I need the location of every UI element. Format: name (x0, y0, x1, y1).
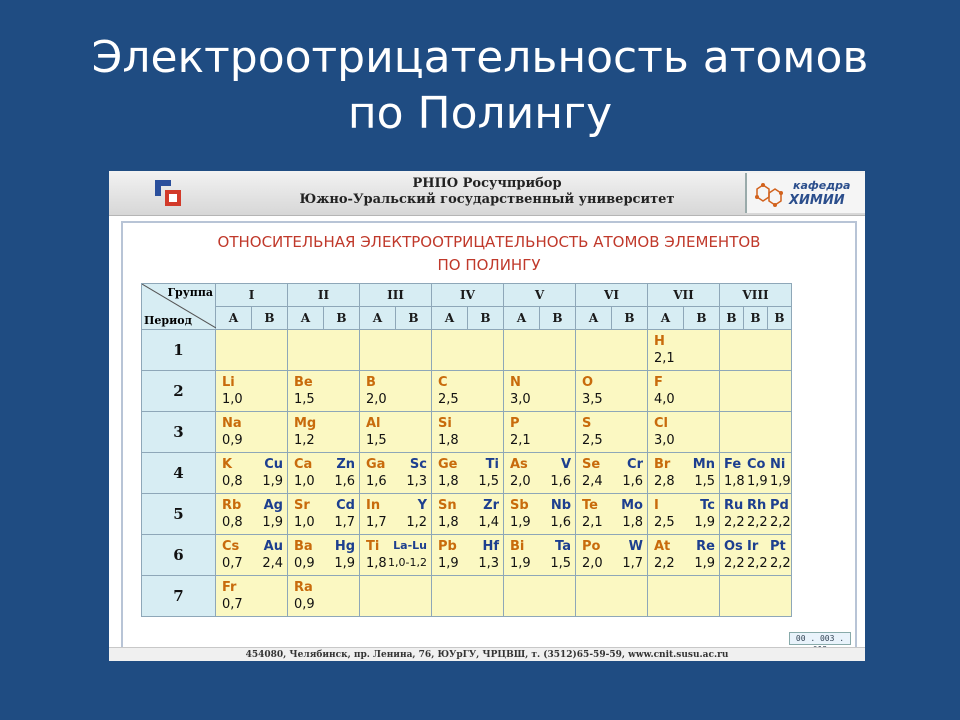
element-cell (576, 371, 648, 412)
element-value: 2,1 (510, 433, 531, 448)
element-cell (432, 412, 504, 453)
element-symbol: S (582, 416, 592, 431)
org-name-line2: Южно-Уральский государственный университет (299, 192, 675, 207)
element-value: 2,8 (654, 474, 675, 489)
org-name-line1: РНПО Росучприбор (412, 176, 562, 191)
element-symbol: Y (417, 498, 427, 513)
element-symbol: Cr (627, 457, 643, 472)
poster-header (109, 171, 865, 216)
element-symbol: Ni (770, 457, 786, 472)
element-symbol: K (222, 457, 233, 472)
element-value: 1,7 (366, 515, 387, 530)
element-value: 2,1 (582, 515, 603, 530)
element-symbol: Hg (334, 539, 355, 554)
element-symbol: Pt (770, 539, 786, 554)
element-cell (504, 494, 576, 535)
element-value: 1,8 (438, 433, 459, 448)
element-value: 1,8 (438, 474, 459, 489)
element-symbol: Cs (222, 539, 240, 554)
subgroup-label: В (744, 307, 768, 329)
subgroup-label: А (648, 307, 684, 329)
element-cell (216, 535, 288, 576)
element-value: 1,9 (747, 474, 768, 489)
element-symbol: Po (582, 539, 601, 554)
element-value: 1,0 (222, 392, 243, 407)
element-cell (648, 494, 720, 535)
element-symbol: Tc (700, 498, 715, 513)
element-symbol: Ti (366, 539, 380, 554)
element-symbol: Ir (747, 539, 759, 554)
element-value: 2,5 (582, 433, 603, 448)
element-value: 1,9 (510, 515, 531, 530)
element-symbol: Au (263, 539, 283, 554)
element-symbol: Li (222, 375, 235, 390)
element-symbol: Al (366, 416, 381, 431)
element-symbol: Mn (692, 457, 715, 472)
element-value: 0,8 (222, 474, 243, 489)
element-cell (288, 535, 360, 576)
element-cell (432, 576, 504, 617)
element-symbol: Rh (747, 498, 767, 513)
element-value: 1,9 (438, 556, 459, 571)
subgroup-label: А (432, 307, 468, 329)
element-value: 2,2 (724, 515, 745, 530)
period-number: 1 (142, 330, 216, 371)
element-cell (288, 412, 360, 453)
element-cell (216, 494, 288, 535)
group-header: VIII (720, 284, 792, 307)
group-header: VI (576, 284, 648, 307)
element-value: 1,8 (366, 556, 387, 571)
element-symbol: Sr (294, 498, 310, 513)
element-value: 1,8 (724, 474, 745, 489)
element-cell (720, 494, 792, 535)
subgroup-label: В (774, 311, 785, 325)
element-symbol: Ti (485, 457, 499, 472)
element-value: 1,6 (366, 474, 387, 489)
element-symbol: Os (724, 539, 743, 554)
element-symbol: Mo (621, 498, 643, 513)
period-number: 5 (142, 494, 216, 535)
element-cell (360, 535, 432, 576)
element-cell (288, 330, 360, 371)
element-value: 0,9 (222, 433, 243, 448)
element-cell (648, 330, 720, 371)
element-cell (648, 453, 720, 494)
period-number: 3 (142, 412, 216, 453)
element-value: 2,2 (654, 556, 675, 571)
subgroup-label: В (336, 311, 347, 325)
element-cell (720, 412, 792, 453)
element-cell (360, 412, 432, 453)
element-value: 1,9 (694, 556, 715, 571)
subgroup-label: А (216, 307, 252, 329)
element-symbol: Zn (336, 457, 355, 472)
element-value: 2,0 (510, 474, 531, 489)
element-value: 0,9 (294, 597, 315, 612)
element-symbol: W (628, 539, 643, 554)
element-cell (216, 576, 288, 617)
subgroup-header (360, 307, 432, 330)
subgroup-label: А (288, 307, 324, 329)
element-cell (360, 494, 432, 535)
element-symbol: Ta (555, 539, 571, 554)
period-number: 7 (142, 576, 216, 617)
element-value: 3,0 (510, 392, 531, 407)
subgroup-label: А (360, 307, 396, 329)
element-symbol: Fr (222, 580, 237, 595)
element-cell (360, 576, 432, 617)
element-cell (216, 330, 288, 371)
element-symbol: Bi (510, 539, 525, 554)
slide-title (0, 30, 960, 142)
element-symbol: Rb (222, 498, 242, 513)
subgroup-header (720, 307, 792, 330)
element-value: 0,8 (222, 515, 243, 530)
element-symbol: Ra (294, 580, 313, 595)
element-symbol: Sb (510, 498, 529, 513)
element-symbol: Te (582, 498, 598, 513)
element-value: 1,9 (334, 556, 355, 571)
element-cell (432, 330, 504, 371)
element-symbol: Pb (438, 539, 457, 554)
department-badge (745, 173, 865, 213)
group-header: V (504, 284, 576, 307)
element-cell (576, 330, 648, 371)
element-cell (216, 453, 288, 494)
element-cell (288, 371, 360, 412)
element-symbol: Co (747, 457, 766, 472)
element-symbol: B (366, 375, 376, 390)
slide-title-line1: Электроотрицательность атомов (91, 32, 869, 83)
element-cell (504, 330, 576, 371)
element-symbol: Pd (770, 498, 789, 513)
element-cell (504, 535, 576, 576)
subgroup-header (432, 307, 504, 330)
element-value: 1,5 (694, 474, 715, 489)
element-symbol: At (654, 539, 671, 554)
element-value: 1,3 (406, 474, 427, 489)
element-symbol: Sn (438, 498, 457, 513)
group-header: VII (648, 284, 720, 307)
group-axis-label: Группа (167, 286, 213, 299)
element-value: 2,5 (654, 515, 675, 530)
subgroup-label: В (408, 311, 419, 325)
element-symbol: Ba (294, 539, 313, 554)
element-symbol: Be (294, 375, 313, 390)
element-symbol: O (582, 375, 594, 390)
element-value: 2,4 (262, 556, 283, 571)
element-value: 2,1 (654, 351, 675, 366)
group-header: III (360, 284, 432, 307)
element-symbol: Si (438, 416, 452, 431)
period-number: 6 (142, 535, 216, 576)
element-value: 2,2 (747, 515, 768, 530)
group-header: IV (432, 284, 504, 307)
element-cell (288, 453, 360, 494)
element-cell (648, 412, 720, 453)
period-axis-label: Период (144, 314, 192, 327)
element-cell (432, 453, 504, 494)
element-cell (648, 535, 720, 576)
electronegativity-table (141, 283, 792, 617)
element-cell (288, 494, 360, 535)
group-header: II (288, 284, 360, 307)
poster-footer: 454080, Челябинск, пр. Ленина, 76, ЮУрГУ, ЧРЦВШ, т. (3512)65-59-59, www.cnit.susu.ac.ru (109, 647, 865, 661)
element-symbol: In (366, 498, 381, 513)
element-value: 4,0 (654, 392, 675, 407)
table-frame (121, 221, 857, 649)
element-symbol: Ge (438, 457, 458, 472)
element-value: 1,5 (550, 556, 571, 571)
element-value: 1,7 (334, 515, 355, 530)
element-symbol: Cu (264, 457, 283, 472)
element-symbol: Mg (294, 416, 317, 431)
element-symbol: C (438, 375, 448, 390)
element-value: 3,0 (654, 433, 675, 448)
element-cell (360, 371, 432, 412)
element-symbol: Se (582, 457, 601, 472)
element-value: 1,5 (478, 474, 499, 489)
element-value: 1,9 (694, 515, 715, 530)
element-cell (504, 576, 576, 617)
subgroup-label: А (576, 307, 612, 329)
element-symbol: Ga (366, 457, 386, 472)
department-name: ХИМИИ (789, 193, 845, 208)
element-value: 1,0 (294, 474, 315, 489)
element-symbol: Ru (724, 498, 744, 513)
element-value: 1,2 (294, 433, 315, 448)
electronegativity-poster (109, 171, 865, 661)
table-caption-line1: ОТНОСИТЕЛЬНАЯ ЭЛЕКТРООТРИЦАТЕЛЬНОСТЬ АТОМОВ ЭЛЕМЕНТОВ (217, 233, 761, 251)
element-symbol: N (510, 375, 521, 390)
subgroup-header (648, 307, 720, 330)
element-symbol: Re (696, 539, 715, 554)
element-value: 1,6 (550, 474, 571, 489)
element-value: 1,0-1,2 (388, 556, 427, 569)
element-symbol: V (560, 457, 571, 472)
element-cell (576, 535, 648, 576)
element-symbol: Zr (483, 498, 499, 513)
element-value: 1,2 (406, 515, 427, 530)
element-symbol: Hf (482, 539, 499, 554)
element-value: 2,2 (724, 556, 745, 571)
subgroup-label: В (264, 311, 275, 325)
subgroup-label: В (552, 311, 563, 325)
element-value: 3,5 (582, 392, 603, 407)
element-value: 2,2 (770, 515, 791, 530)
subgroup-header (504, 307, 576, 330)
element-symbol: I (654, 498, 659, 513)
subgroup-header (216, 307, 288, 330)
subgroup-header (288, 307, 360, 330)
element-symbol: H (654, 334, 665, 349)
element-cell (576, 453, 648, 494)
element-cell (576, 494, 648, 535)
element-cell (360, 330, 432, 371)
subgroup-label: А (504, 307, 540, 329)
element-value: 2,4 (582, 474, 603, 489)
element-symbol: Sc (409, 457, 427, 472)
element-symbol: Ag (263, 498, 283, 513)
subgroup-label: В (696, 311, 707, 325)
corner-header (142, 284, 216, 330)
element-value: 1,8 (622, 515, 643, 530)
element-cell (720, 576, 792, 617)
element-cell (648, 576, 720, 617)
table-caption-line2: ПО ПОЛИНГУ (437, 256, 541, 274)
element-symbol: Cl (654, 416, 668, 431)
element-symbol: Na (222, 416, 242, 431)
element-cell (216, 371, 288, 412)
element-value: 1,9 (262, 515, 283, 530)
element-value: 0,7 (222, 556, 243, 571)
element-value: 1,0 (294, 515, 315, 530)
element-cell (432, 494, 504, 535)
element-cell (504, 371, 576, 412)
poster-code: 00 . 003 . (789, 632, 851, 645)
element-value: 1,5 (294, 392, 315, 407)
element-value: 1,9 (262, 474, 283, 489)
element-symbol: La-Lu (393, 539, 427, 552)
element-cell (576, 412, 648, 453)
element-symbol: F (654, 375, 663, 390)
element-cell (432, 535, 504, 576)
slide-title-line2: по Полингу (347, 88, 613, 139)
element-value: 1,9 (510, 556, 531, 571)
element-value: 1,7 (622, 556, 643, 571)
period-number: 4 (142, 453, 216, 494)
element-cell (288, 576, 360, 617)
element-symbol: Br (654, 457, 671, 472)
element-symbol: Nb (550, 498, 571, 513)
department-label: кафедра (793, 179, 851, 192)
element-cell (432, 371, 504, 412)
element-symbol: Fe (724, 457, 742, 472)
element-symbol: Ca (294, 457, 313, 472)
element-value: 2,0 (366, 392, 387, 407)
element-value: 1,8 (438, 515, 459, 530)
element-symbol: As (510, 457, 528, 472)
element-value: 0,7 (222, 597, 243, 612)
element-value: 0,9 (294, 556, 315, 571)
element-cell (216, 412, 288, 453)
element-value: 1,3 (478, 556, 499, 571)
element-cell (576, 576, 648, 617)
subgroup-label: В (720, 307, 744, 329)
element-value: 1,6 (550, 515, 571, 530)
element-cell (720, 371, 792, 412)
element-value: 2,2 (747, 556, 768, 571)
element-value: 1,6 (334, 474, 355, 489)
element-value: 2,2 (770, 556, 791, 571)
element-symbol: Cd (336, 498, 355, 513)
element-cell (504, 453, 576, 494)
element-cell (720, 535, 792, 576)
subgroup-header (576, 307, 648, 330)
element-cell (720, 453, 792, 494)
element-cell (504, 412, 576, 453)
element-cell (720, 330, 792, 371)
element-value: 1,6 (622, 474, 643, 489)
subgroup-label: В (624, 311, 635, 325)
element-symbol: P (510, 416, 520, 431)
element-value: 1,5 (366, 433, 387, 448)
molecule-icon (753, 181, 787, 209)
subgroup-label: В (480, 311, 491, 325)
element-cell (360, 453, 432, 494)
element-value: 2,5 (438, 392, 459, 407)
element-cell (648, 371, 720, 412)
element-value: 1,9 (770, 474, 791, 489)
element-value: 2,0 (582, 556, 603, 571)
element-value: 1,4 (478, 515, 499, 530)
group-header: I (216, 284, 288, 307)
period-number: 2 (142, 371, 216, 412)
